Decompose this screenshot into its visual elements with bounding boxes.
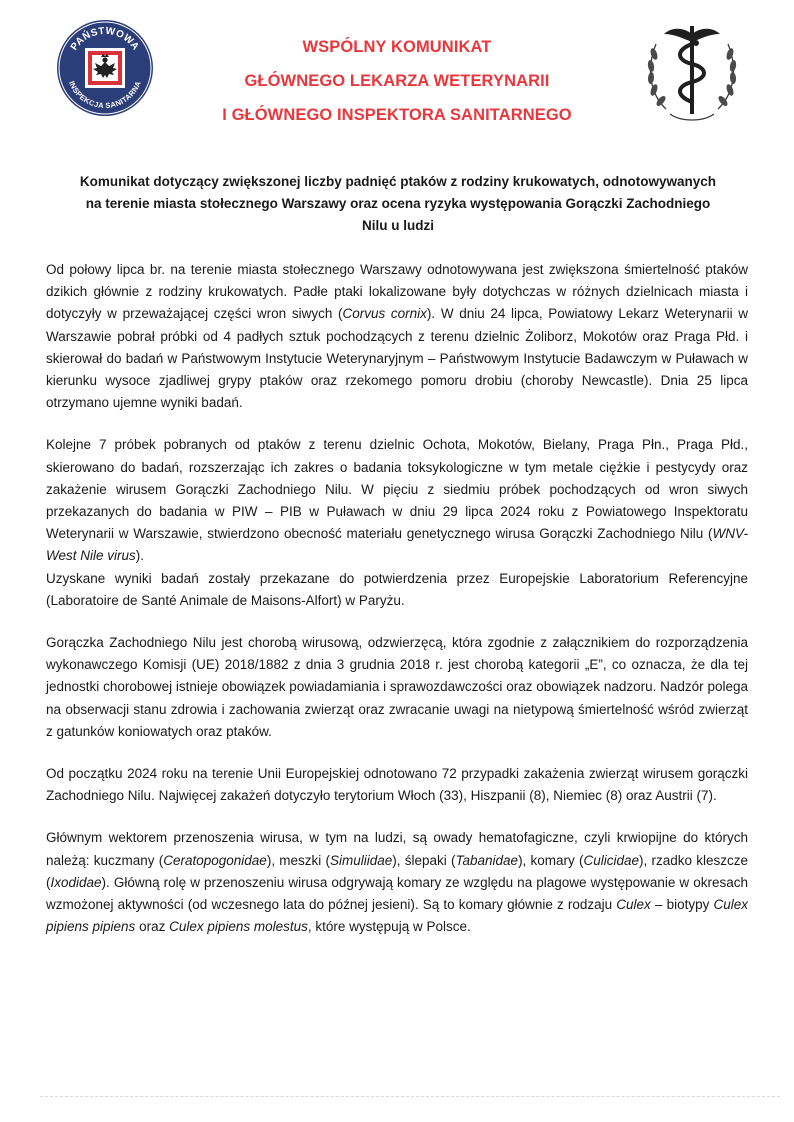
paragraph-vectors: Głównym wektorem przenoszenia wirusa, w tym na ludzi, są owady hematofagiczne, czyli krwiopijne do których należą: kuczmany (Ceratopogonidae), meszki (Simuliidae), ślepaki (Tabanidae), komary (Culicidae), rzadko kleszcze (Ixodidae). Główną rolę w przenoszeniu wirusa odgrywają komary ze względu na plagowe występowanie w okresach wzmożonej aktywności (od wczesnego lata do późnej jesieni). Są to komary głównie z rodzaju Culex – biotypy Culex pipiens pipiens oraz Culex pipiens molestus, które występują w Polsce. [46,830,748,935]
paragraph-wnv-detection: Kolejne 7 próbek pobranych od ptaków z terenu dzielnic Ochota, Mokotów, Bielany, Praga Płn., Praga Płd., skierowano do badań, rozszerzając ich zakres o badania toksykologiczne w tym metale ciężkie i pestycydy oraz zakażenie wirusem Gorączki Zachodniego Nilu. W pięciu z siedmiu próbek pochodzących od wron siwych przekazanych do badania w PIW – PIB w Puławach w dniu 29 lipca 2024 roku z Powiatowego Inspektoratu Weterynarii w Warszawie, stwierdzono obecność materiału genetycznego wirusa Gorączki Zachodniego Nilu (WNV-West Nile virus). [46,437,748,564]
header-title-line: GŁÓWNEGO LEKARZA WETERYNARII [244,72,550,90]
svg-text:INSPEKCJA SANITARNA: INSPEKCJA SANITARNA [67,79,143,111]
subject-line: Komunikat dotyczący zwiększonej liczby padnięć ptaków z rodziny krukowatych, odnotowywanych [79,174,717,189]
subject-line: Nilu u ludzi [362,218,434,233]
paragraph-disease-category: Gorączka Zachodniego Nilu jest chorobą wirusową, odzwierzęcą, która zgodnie z załącznikiem do rozporządzenia wykonawczego Komisji (UE) 2018/1882 z dnia 3 grudnia 2018 r. jest chorobą kategorii „E”, co oznacza, że dla tej jednostki chorobowej istnieje obowiązek powiadamiania i sprawozdawczości oraz obowiązek nadzoru. Nadzór polega na obserwacji stanu zdrowia i zachowania zwierząt oraz zwracanie uwagi na nietypową śmiertelność wśród zwierząt z gatunków koniowatych oraz ptaków. [46,635,748,739]
paragraph-reference-lab: Uzyskane wyniki badań zostały przekazane do potwierdzenia przez Europejskie Laboratorium Referencyjne (Laboratoire de Santé Animale de Maisons-Alfort) w Paryżu. [46,570,748,608]
header-title-line: I GŁÓWNEGO INSPEKTORA SANITARNEGO [222,106,572,124]
inspekcja-sanitarna-logo-icon [55,18,155,118]
document-header-title [160,30,634,132]
paragraph-eu-cases: Od początku 2024 roku na terenie Unii Europejskiej odnotowano 72 przypadki zakażenia zwierząt wirusem gorączki Zachodniego Nilu. Najwięcej zakażeń dotyczyło terytorium Włoch (33), Hiszpanii (8), Niemiec (8) oraz Austrii (7). [46,766,748,804]
subject-line: na terenie miasta stołecznego Warszawy oraz ocena ryzyka występowania Gorączki Zachodniego [85,196,711,211]
paragraph-crow-deaths: Od połowy lipca br. na terenie miasta stołecznego Warszawy odnotowywana jest zwiększona śmiertelność ptaków dzikich głównie z rodziny krukowatych. Padłe ptaki lokalizowane były dotychczas w różnych dzielnicach miasta i dotyczyły w przeważającej części wron siwych (Corvus cornix). W dniu 24 lipca, Powiatowy Lekarz Weterynarii w Warszawie pobrał próbki od 4 padłych sztuk pochodzących z terenu dzielnic Żoliborz, Mokotów oraz Praga Płd. i skierował do badań w Państwowym Instytucie Weterynaryjnym – Państwowym Instytucie Badawczym w Puławach w kierunku wysoce zjadliwej grypy ptaków oraz rzekomego pomoru drobiu (choroby Newcastle). Dnia 25 lipca otrzymano ujemne wyniki badań. [46,262,748,411]
svg-text:PAŃSTWOWA: PAŃSTWOWA [68,25,142,53]
header-title-line: WSPÓLNY KOMUNIKAT [302,38,492,56]
footer-divider [40,1096,780,1097]
veterinary-caduceus-wreath-logo-icon [636,14,748,126]
document-subject [48,171,748,237]
document-body [46,259,748,938]
